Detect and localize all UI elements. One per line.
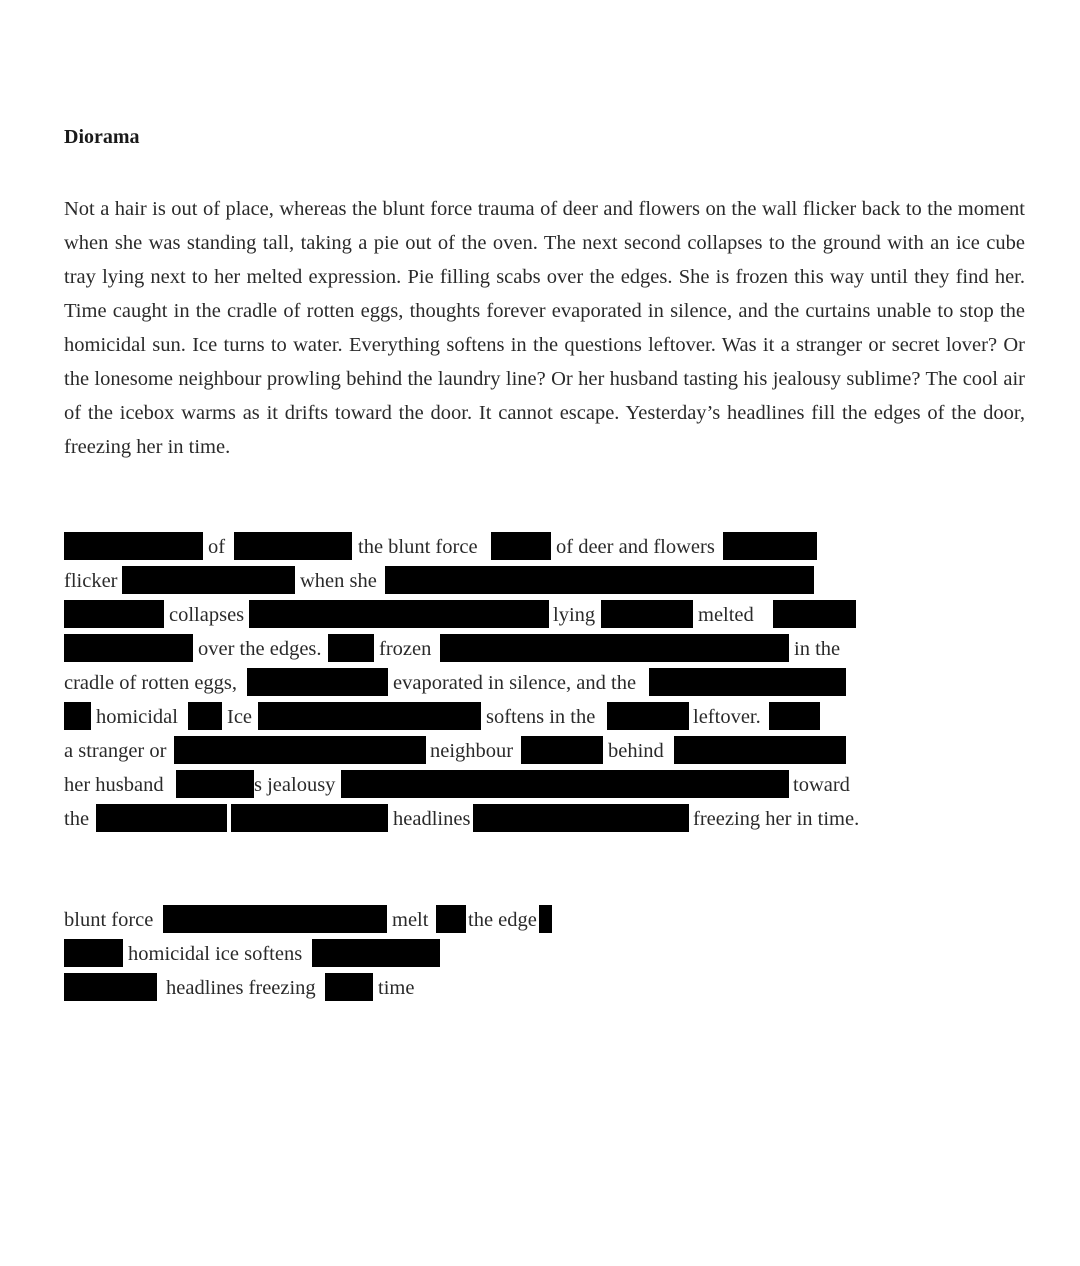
erasure-fragment: toward	[793, 774, 850, 796]
erasure-fragment: headlines	[393, 808, 471, 830]
erasure-fragment: freezing her in time.	[693, 808, 860, 830]
redaction-block	[521, 736, 603, 764]
redaction-block	[723, 532, 817, 560]
redaction-block	[122, 566, 295, 594]
erasure-fragment: homicidal	[96, 706, 178, 728]
redaction-block	[249, 600, 549, 628]
erasure-fragment: headlines freezing	[166, 977, 316, 999]
erasure-fragment: leftover.	[693, 706, 761, 728]
redaction-block	[649, 668, 846, 696]
redaction-block	[607, 702, 689, 730]
erasure-fragment: of	[208, 536, 226, 558]
erasure-line	[64, 937, 1024, 971]
redaction-block	[385, 566, 814, 594]
erasure-line	[64, 802, 1024, 836]
redaction-block	[773, 600, 856, 628]
erasure-fragment: flicker	[64, 570, 118, 592]
erasure-fragment: time	[378, 977, 415, 999]
erasure-fragment: the blunt force	[358, 536, 478, 558]
erasure-fragment: melt	[392, 909, 429, 931]
redaction-block	[64, 600, 164, 628]
erasure-fragment: a stranger or	[64, 740, 167, 762]
erasure-line	[64, 632, 1024, 666]
erasure-line	[64, 971, 1024, 1005]
redaction-block	[539, 905, 552, 933]
erasure-fragment: in the	[794, 638, 841, 660]
erasure-fragment: collapses	[169, 604, 245, 626]
redaction-block	[231, 804, 388, 832]
erasure-fragment: frozen	[379, 638, 432, 660]
redaction-block	[473, 804, 689, 832]
erasure-fragment: softens in the	[486, 706, 596, 728]
erasure-line	[64, 666, 1024, 700]
erasure-fragment: over the edges.	[198, 638, 322, 660]
redaction-block	[491, 532, 551, 560]
redaction-block	[96, 804, 227, 832]
erasure-fragment: neighbour	[430, 740, 514, 762]
erasure-fragment: melted	[698, 604, 754, 626]
redaction-block	[312, 939, 440, 967]
erasure-fragment: lying	[553, 604, 596, 626]
source-prose: Not a hair is out of place, whereas the blunt force trauma of deer and flowers on the wall flicker back to the moment when she was standing tall, taking a pie out of the oven. The next second collapses to the ground with an ice cube tray lying next to her melted expression. Pie filling scabs over the edges. She is frozen this way until they find her. Time caught in the cradle of rotten eggs, thoughts forever evaporated in silence, and the curtains unable to stop the homicidal sun. Ice turns to water. Everything softens in the questions leftover. Was it a stranger or secret lover? Or the lonesome neighbour prowling behind the laundry line? Or her husband tasting his jealousy sublime? The cool air of the icebox warms as it drifts toward the door. It cannot escape. Yesterday’s headlines fill the edges of the door, freezing her in time.	[64, 198, 1025, 458]
erasure-fragment: homicidal ice softens	[128, 943, 303, 965]
erasure-fragment: cradle of rotten eggs,	[64, 672, 238, 694]
redaction-block	[440, 634, 789, 662]
redaction-block	[769, 702, 820, 730]
erasure-line	[64, 734, 1024, 768]
erasure-line	[64, 564, 1024, 598]
erasure-line	[64, 700, 1024, 734]
redaction-block	[64, 702, 91, 730]
erasure-poem-short	[64, 903, 1024, 1005]
redaction-block	[674, 736, 846, 764]
poem-title: Diorama	[64, 126, 140, 148]
erasure-fragment: of deer and flowers	[556, 536, 715, 558]
redaction-block	[176, 770, 254, 798]
erasure-line	[64, 903, 1024, 937]
redaction-block	[234, 532, 352, 560]
erasure-fragment: the edge	[468, 909, 537, 931]
erasure-fragment: blunt force	[64, 909, 154, 931]
redaction-block	[247, 668, 388, 696]
redaction-block	[328, 634, 374, 662]
erasure-line	[64, 768, 1024, 802]
redaction-block	[188, 702, 222, 730]
erasure-fragment: Ice	[227, 706, 253, 728]
redaction-block	[64, 973, 157, 1001]
redaction-block	[601, 600, 693, 628]
erasure-fragment: her husband	[64, 774, 164, 796]
redaction-block	[341, 770, 789, 798]
redaction-block	[64, 634, 193, 662]
redaction-block	[174, 736, 426, 764]
erasure-fragment: the	[64, 808, 90, 830]
erasure-poem-long	[64, 530, 1024, 836]
redaction-block	[163, 905, 387, 933]
redaction-block	[258, 702, 481, 730]
redaction-block	[64, 939, 123, 967]
erasure-fragment: evaporated in silence, and the	[393, 672, 637, 694]
erasure-fragment: behind	[608, 740, 664, 762]
redaction-block	[325, 973, 373, 1001]
erasure-line	[64, 598, 1024, 632]
erasure-fragment: s jealousy	[254, 774, 336, 796]
redaction-block	[64, 532, 203, 560]
erasure-fragment: when she	[300, 570, 377, 592]
redaction-block	[436, 905, 466, 933]
erasure-line	[64, 530, 1024, 564]
